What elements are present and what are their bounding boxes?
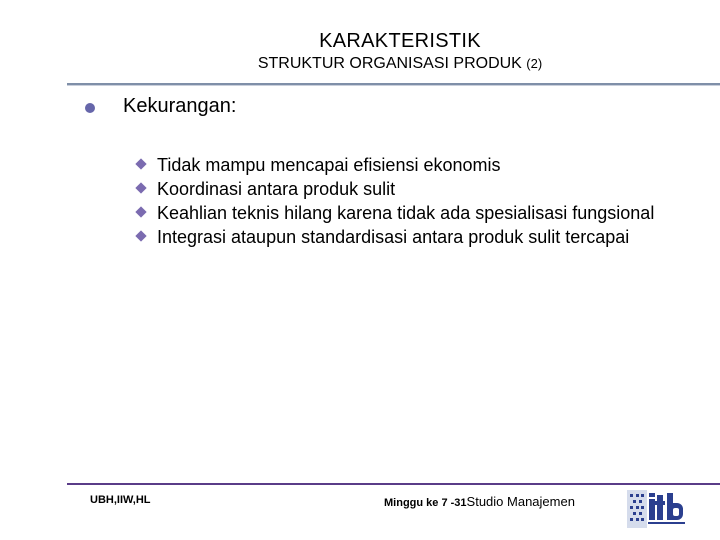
- footer-week: Minggu ke 7 -31: [384, 497, 467, 509]
- list-item: [137, 201, 697, 225]
- itb-logo-icon: [627, 490, 687, 528]
- diamond-bullet-icon: [135, 230, 146, 241]
- subtitle-suffix: (2): [526, 56, 543, 71]
- list-item-text: Koordinasi antara produk sulit: [157, 179, 396, 199]
- top-divider: [67, 83, 720, 86]
- footer-authors: UBH,IIW,HL: [90, 494, 151, 506]
- list-item: [137, 177, 697, 201]
- diamond-bullet-icon: [135, 158, 146, 169]
- list-item-text: Integrasi ataupun standardisasi antara produk sulit tercapai: [157, 227, 630, 247]
- list-item: [137, 225, 697, 249]
- slide-title: KARAKTERISTIK: [319, 30, 481, 52]
- list-item-text: Keahlian teknis hilang karena tidak ada spesialisasi fungsional: [157, 203, 655, 223]
- diamond-bullet-icon: [135, 182, 146, 193]
- circle-bullet-icon: [85, 103, 95, 113]
- content-heading: Kekurangan:: [123, 95, 237, 117]
- diamond-bullet-icon: [135, 206, 146, 217]
- list-item: [137, 153, 697, 177]
- footer-course: Studio Manajemen: [466, 494, 575, 509]
- subtitle-text: STRUKTUR ORGANISASI PRODUK: [257, 55, 522, 72]
- list-item-text: Tidak mampu mencapai efisiensi ekonomis: [157, 155, 501, 175]
- slide-subtitle: [0, 55, 720, 73]
- bottom-divider: [67, 483, 720, 485]
- footer-course-info: [384, 494, 575, 509]
- sub-bullet-list: [137, 153, 697, 249]
